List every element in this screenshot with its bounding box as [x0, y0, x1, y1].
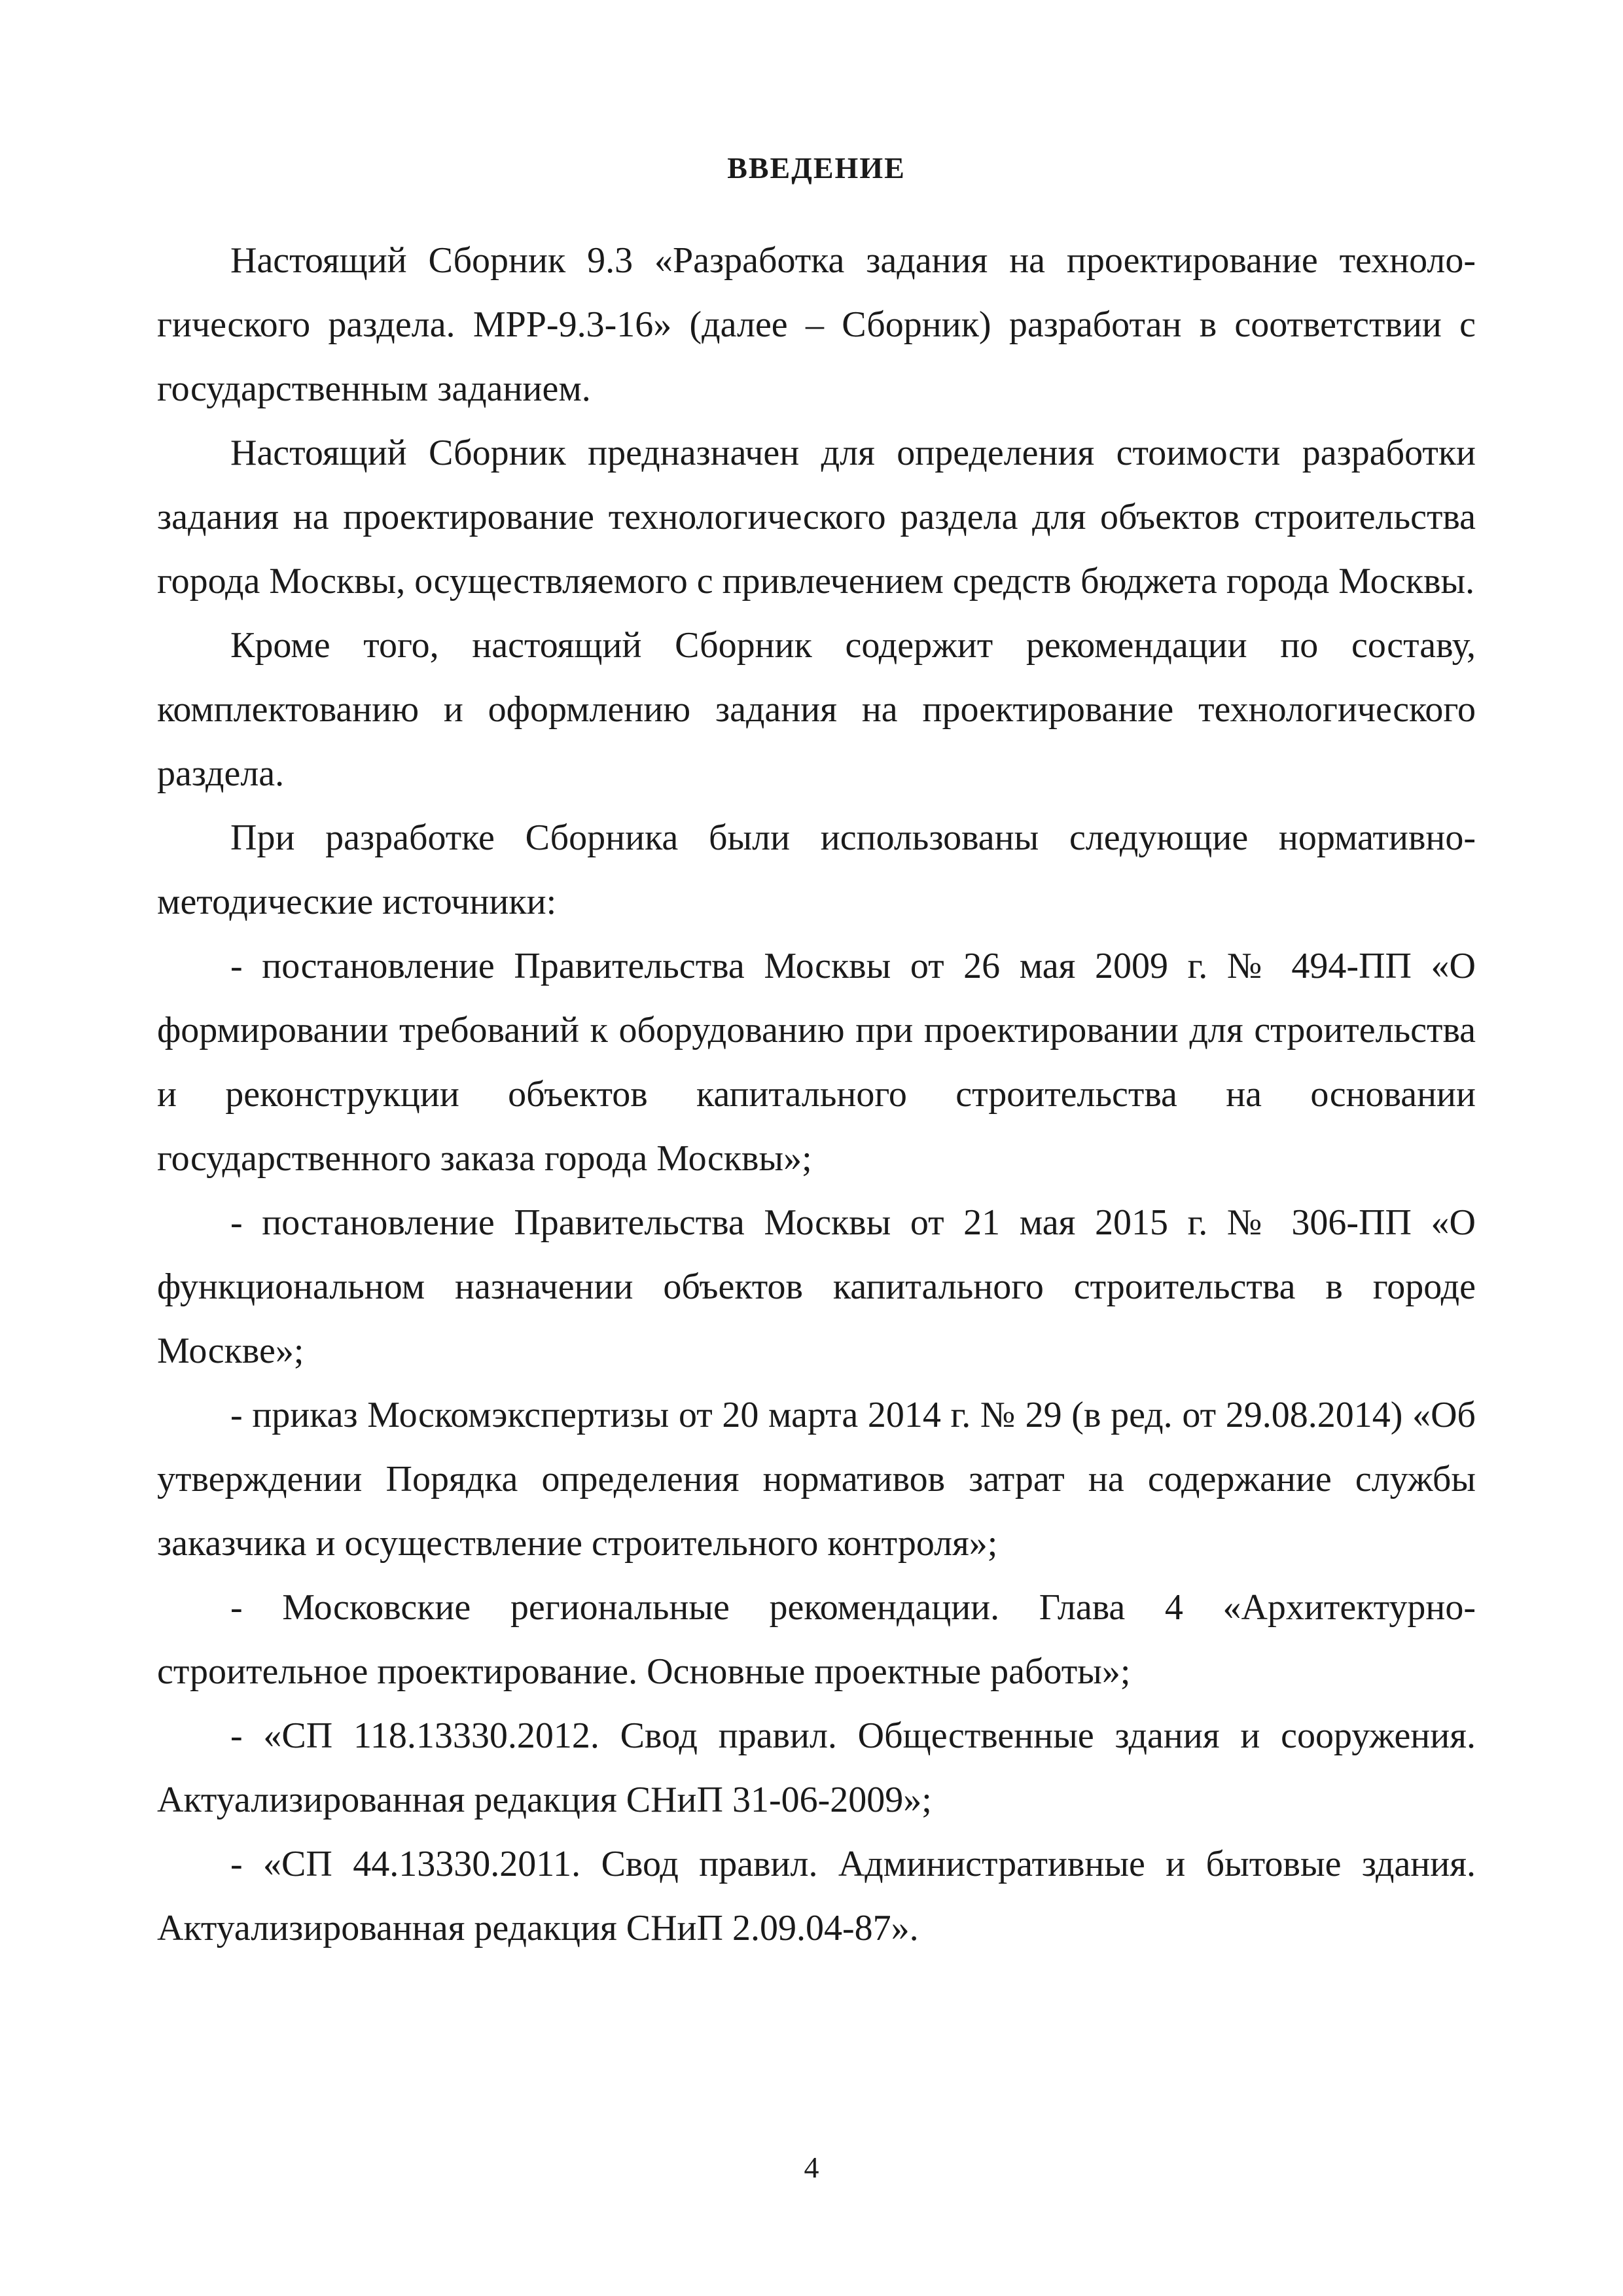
source-item-order-29: - приказ Москомэкспертизы от 20 марта 2014 г. № 29 (в ред. от 29.08.2014) «Об утверждении Порядка определения нормативов затрат на содержание службы заказчика и осуществление строительного контроля»; [157, 1395, 1476, 1564]
intro-paragraph-scope: Настоящий Сборник предназначен для определения стоимости разработки задания на проектирование технологического раздела для объектов строительства города Москвы, осуществляемого с привлечением средств бюджета города Москвы. [157, 433, 1476, 601]
page-number: 4 [804, 2151, 819, 2184]
intro-paragraph-purpose: Настоящий Сборник 9.3 «Разработка задания на проектирование технологического раздела. МРР-9.3-16» (далее – Сборник) разработан в соответствии с государственным заданием. [157, 240, 1476, 409]
section-title: ВВЕДЕНИЕ [727, 151, 906, 185]
source-item-sp-118: - «СП 118.13330.2012. Свод правил. Общественные здания и сооружения. Актуализированная редакция СНиП 31-06-2009»; [157, 1715, 1476, 1820]
intro-paragraph-recommendations: Кроме того, настоящий Сборник содержит рекомендации по составу, комплектованию и оформлению задания на проектирование технологического раздела. [157, 625, 1476, 794]
intro-paragraph-sources-lead: При разработке Сборника были использованы следующие нормативно-методические источники: [157, 817, 1476, 922]
source-item-306-pp: - постановление Правительства Москвы от 21 мая 2015 г. № 306-ПП «О функциональном назначении объектов капитального строительства в городе Москве»; [157, 1202, 1476, 1371]
source-item-494-pp: - постановление Правительства Москвы от 26 мая 2009 г. № 494-ПП «О формировании требований к оборудованию при проектировании для строительства и реконструкции объектов капитального строительства на основании государственного заказа города Москвы»; [157, 946, 1476, 1179]
source-item-sp-44: - «СП 44.13330.2011. Свод правил. Административные и бытовые здания. Актуализированная редакция СНиП 2.09.04-87». [157, 1844, 1476, 1948]
document-page [157, 151, 1476, 1960]
source-item-mrr-chapter-4: - Московские региональные рекомендации. Глава 4 «Архитектурно-строительное проектирование. Основные проектные работы»; [157, 1587, 1476, 1692]
